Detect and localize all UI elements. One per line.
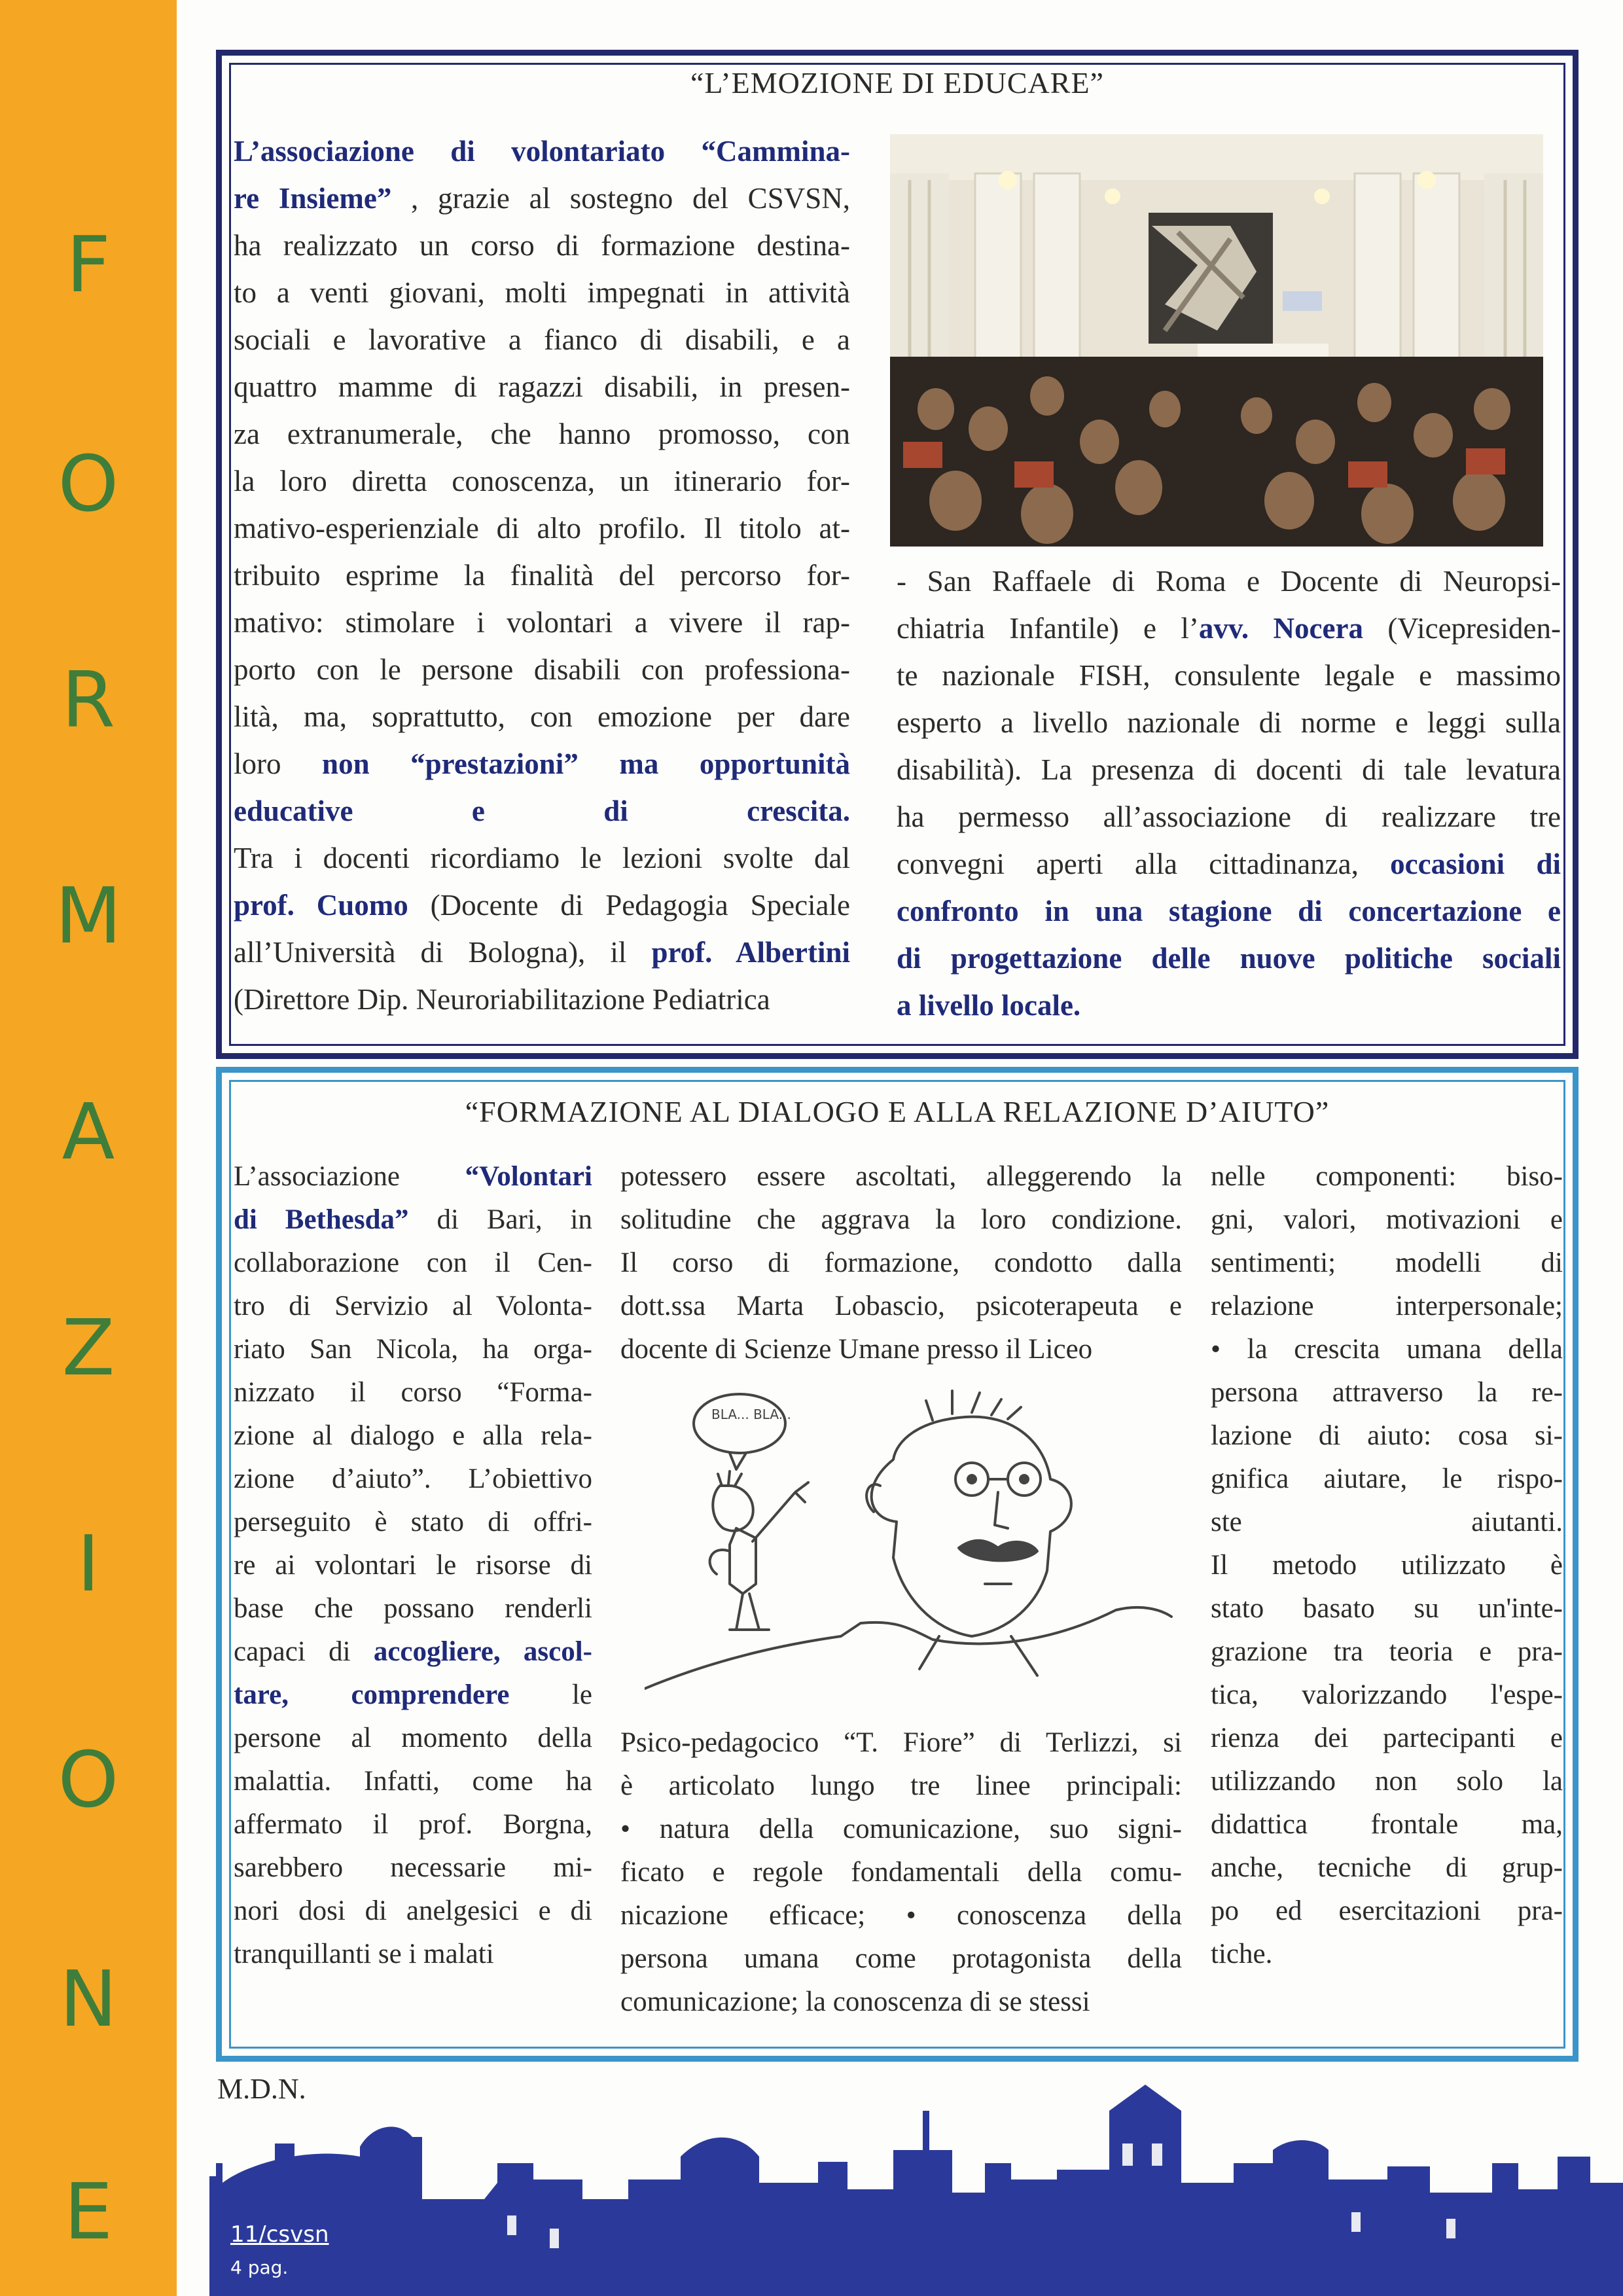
sidebar-letter: Z xyxy=(62,1302,115,1393)
text: , grazie al sostegno del CSVSN, xyxy=(391,182,850,215)
bold-text: di Bethesda” xyxy=(234,1204,409,1235)
sidebar-letter: N xyxy=(59,1954,118,2044)
text-line xyxy=(234,1371,592,1414)
text-line xyxy=(234,599,850,646)
text: L’associazione xyxy=(234,1161,465,1192)
bold-text: a livello locale. xyxy=(897,989,1081,1022)
text: comunicazione; la conoscenza di se stessi xyxy=(620,1986,1090,2017)
text: stato basato su un'inte- xyxy=(1211,1593,1563,1624)
text: po ed esercitazioni pra- xyxy=(1211,1895,1563,1926)
text: affermato il prof. Borgna, xyxy=(234,1809,592,1840)
text-line xyxy=(1211,1933,1563,1976)
text-line xyxy=(620,1894,1182,1937)
speech-bubble-text: BLA... BLA... xyxy=(711,1407,791,1422)
text: tiche. xyxy=(1211,1939,1273,1969)
bold-text: educative e di crescita. xyxy=(234,795,850,827)
text: ha permesso all’associazione di realizzare tre xyxy=(897,800,1561,833)
city-skyline xyxy=(209,2085,1623,2296)
text-line xyxy=(897,746,1561,793)
text-line xyxy=(1211,1587,1563,1630)
sidebar-letter: O xyxy=(58,439,119,529)
text-line xyxy=(234,1414,592,1458)
text: tranquillanti se i malati xyxy=(234,1939,494,1969)
text: tro di Servizio al Volonta- xyxy=(234,1291,592,1321)
text-line xyxy=(620,1765,1182,1808)
text-line xyxy=(234,1198,592,1242)
text: nizzato il corso “Forma- xyxy=(234,1377,592,1408)
text: te nazionale FISH, consulente legale e massimo xyxy=(897,659,1561,692)
text-line xyxy=(234,1890,592,1933)
text-line xyxy=(234,175,850,222)
article-2-column-2-top xyxy=(620,1155,1182,1371)
text: grazione tra teoria e pra- xyxy=(1211,1636,1563,1667)
text-line xyxy=(234,552,850,599)
text: convegni aperti alla cittadinanza, xyxy=(897,848,1391,880)
bold-text: L’associazione di volontariato “Cammina- xyxy=(234,135,850,168)
text-line xyxy=(234,505,850,552)
text: re ai volontari le risorse di xyxy=(234,1550,592,1581)
sidebar-letter: E xyxy=(63,2166,113,2257)
bold-text: di progettazione delle nuove politiche sociali xyxy=(897,942,1561,975)
text-line xyxy=(234,976,850,1023)
text-line xyxy=(1211,1371,1563,1414)
text: Tra i docenti ricordiamo le lezioni svolte dal xyxy=(234,842,850,874)
text-line xyxy=(234,316,850,363)
text: • la crescita umana della xyxy=(1211,1334,1563,1365)
text-line xyxy=(620,1981,1182,2024)
text-line xyxy=(234,1760,592,1803)
bold-text: avv. Nocera xyxy=(1198,612,1363,645)
text: porto con le persone disabili con professiona- xyxy=(234,653,850,686)
text-line xyxy=(620,1721,1182,1765)
text-line xyxy=(1211,1760,1563,1803)
text-line xyxy=(1211,1803,1563,1846)
text-line xyxy=(1211,1630,1563,1674)
text-line xyxy=(234,1285,592,1328)
text: persona attraverso la re- xyxy=(1211,1377,1563,1408)
text: la loro diretta conoscenza, un itinerario for- xyxy=(234,465,850,497)
text: base che possano renderli xyxy=(234,1593,592,1624)
text: • natura della comunicazione, suo signi- xyxy=(620,1814,1182,1844)
text: utilizzando non solo la xyxy=(1211,1766,1563,1797)
text-line xyxy=(234,363,850,410)
bold-text: occasioni di xyxy=(1390,848,1561,880)
text: potessero essere ascoltati, alleggerendo la xyxy=(620,1161,1182,1192)
bold-text: re Insieme” xyxy=(234,182,392,215)
text-line xyxy=(234,128,850,175)
text: loro xyxy=(234,747,323,780)
text: le xyxy=(509,1679,592,1710)
text-line xyxy=(234,740,850,787)
text-line xyxy=(1211,1717,1563,1760)
text: disabilità). La presenza di docenti di tale levatura xyxy=(897,753,1561,786)
sidebar-letter: R xyxy=(62,655,115,745)
text-line xyxy=(897,935,1561,982)
text: quattro mamme di ragazzi disabili, in presen- xyxy=(234,370,850,403)
text: zione al dialogo e alla rela- xyxy=(234,1420,592,1451)
text-line xyxy=(234,269,850,316)
text-line xyxy=(897,605,1561,652)
text: nicazione efficace; • conoscenza della xyxy=(620,1900,1182,1931)
text-line xyxy=(897,888,1561,935)
text: Il metodo utilizzato è xyxy=(1211,1550,1563,1581)
text: gni, valori, motivazioni e xyxy=(1211,1204,1563,1235)
text: ste aiutanti. xyxy=(1211,1507,1563,1537)
text: all’Università di Bologna), il xyxy=(234,936,652,969)
article-title-text: “FORMAZIONE AL DIALOGO E ALLA RELAZIONE D’AIUTO” xyxy=(465,1095,1330,1128)
text-line xyxy=(1211,1674,1563,1717)
text: persona umana come protagonista della xyxy=(620,1943,1182,1974)
text-line xyxy=(620,1198,1182,1242)
article-title-2 xyxy=(223,1094,1572,1129)
article-1-right-column xyxy=(897,558,1561,1029)
text-line xyxy=(1211,1414,1563,1458)
text: collaborazione con il Cen- xyxy=(234,1247,592,1278)
text-line xyxy=(897,840,1561,888)
text: rienza dei partecipanti e xyxy=(1211,1723,1563,1753)
text: sentimenti; modelli di xyxy=(1211,1247,1563,1278)
text-line xyxy=(234,787,850,834)
text: nori dosi di anelgesici e di xyxy=(234,1895,592,1926)
text: di Bari, in xyxy=(408,1204,592,1235)
text-line xyxy=(234,457,850,505)
text-line xyxy=(897,558,1561,605)
text: tica, valorizzando l'espe- xyxy=(1211,1679,1563,1710)
text-line xyxy=(234,929,850,976)
text-line xyxy=(234,1328,592,1371)
text: mativo: stimolare i volontari a vivere il rap- xyxy=(234,606,850,639)
text: chiatria Infantile) e l’ xyxy=(897,612,1199,645)
text-line xyxy=(1211,1890,1563,1933)
sidebar-letter: I xyxy=(77,1518,100,1609)
text-line xyxy=(1211,1198,1563,1242)
text: lità, ma, soprattutto, con emozione per dare xyxy=(234,700,850,733)
text: dott.ssa Marta Lobascio, psicoterapeuta e xyxy=(620,1291,1182,1321)
text: malattia. Infatti, come ha xyxy=(234,1766,592,1797)
conference-room-illustration xyxy=(890,134,1543,547)
article-title-1 xyxy=(223,65,1572,100)
article-2-column-2-bottom xyxy=(620,1721,1182,2024)
text: sociali e lavorative a fianco di disabili, e a xyxy=(234,323,850,356)
text-line xyxy=(897,982,1561,1029)
text: sarebbero necessarie mi- xyxy=(234,1852,592,1883)
text: Il corso di formazione, condotto dalla xyxy=(620,1247,1182,1278)
text: anche, tecniche di grup- xyxy=(1211,1852,1563,1883)
text: mativo-esperienziale di alto profilo. Il titolo at- xyxy=(234,512,850,545)
text-line xyxy=(234,1803,592,1846)
text-line xyxy=(620,1328,1182,1371)
text: (Vicepresiden- xyxy=(1363,612,1561,645)
text: perseguito è stato di offri- xyxy=(234,1507,592,1537)
text: - San Raffaele di Roma e Docente di Neuropsi- xyxy=(897,565,1561,598)
text: za extranumerale, che hanno promosso, con xyxy=(234,418,850,450)
text-line xyxy=(1211,1155,1563,1198)
text-line xyxy=(234,1630,592,1674)
text: ficato e regole fondamentali della comu- xyxy=(620,1857,1182,1888)
text-line xyxy=(897,699,1561,746)
text: tribuito esprime la finalità del percorso for- xyxy=(234,559,850,592)
article-2-column-3 xyxy=(1211,1155,1563,1976)
text: to a venti giovani, molti impegnati in attività xyxy=(234,276,850,309)
text: ha realizzato un corso di formazione destina- xyxy=(234,229,850,262)
text-line xyxy=(234,834,850,882)
text-line xyxy=(897,652,1561,699)
text: relazione interpersonale; xyxy=(1211,1291,1563,1321)
conference-photo xyxy=(890,134,1543,547)
text-line xyxy=(234,222,850,269)
text-line xyxy=(620,1851,1182,1894)
text: capaci di xyxy=(234,1636,374,1667)
text: esperto a livello nazionale di norme e leggi sulla xyxy=(897,706,1561,739)
bold-text: “Volontari xyxy=(465,1161,592,1192)
text: didattica frontale ma, xyxy=(1211,1809,1563,1840)
bold-text: prof. Albertini xyxy=(651,936,850,969)
text: lazione di aiuto: cosa si- xyxy=(1211,1420,1563,1451)
text: nelle componenti: biso- xyxy=(1211,1161,1563,1192)
bold-text: non “prestazioni” ma opportunità xyxy=(322,747,850,780)
text-line xyxy=(1211,1242,1563,1285)
text: Psico-pedagocico “T. Fiore” di Terlizzi, si xyxy=(620,1727,1182,1758)
bold-text: accogliere, ascol- xyxy=(373,1636,592,1667)
text-line xyxy=(1211,1544,1563,1587)
text-line xyxy=(1211,1458,1563,1501)
sidebar-letter: A xyxy=(62,1086,115,1177)
article-2-column-1 xyxy=(234,1155,592,1976)
text-line xyxy=(234,1717,592,1760)
text-line xyxy=(234,693,850,740)
bold-text: tare, comprendere xyxy=(234,1679,510,1710)
text-line xyxy=(234,1933,592,1976)
bold-text: prof. Cuomo xyxy=(234,889,408,922)
text-line xyxy=(620,1242,1182,1285)
article-title-text: “L’EMOZIONE DI EDUCARE” xyxy=(690,66,1104,99)
text-line xyxy=(234,1242,592,1285)
sidebar-letter: F xyxy=(66,219,111,310)
text: riato San Nicola, ha orga- xyxy=(234,1334,592,1365)
text: solitudine che aggrava la loro condizione. xyxy=(620,1204,1182,1235)
bold-text: confronto in una stagione di concertazione e xyxy=(897,895,1561,927)
text: persone al momento della xyxy=(234,1723,592,1753)
text-line xyxy=(897,793,1561,840)
text-line xyxy=(620,1285,1182,1328)
text-line xyxy=(234,1587,592,1630)
child-drawing xyxy=(645,1388,1175,1715)
text-line xyxy=(1211,1328,1563,1371)
text-line xyxy=(234,1674,592,1717)
sidebar-letter: O xyxy=(58,1734,119,1825)
author-initials: M.D.N. xyxy=(217,2073,306,2105)
article-1-left-column xyxy=(234,128,850,1023)
text: (Docente di Pedagogia Speciale xyxy=(408,889,851,922)
text: gnifica aiutare, le rispo- xyxy=(1211,1463,1563,1494)
text: (Direttore Dip. Neuroriabilitazione Pediatrica xyxy=(234,983,770,1016)
text-line xyxy=(234,646,850,693)
text-line xyxy=(234,1501,592,1544)
text: è articolato lungo tre linee principali: xyxy=(620,1770,1182,1801)
child-drawing-illustration xyxy=(645,1388,1175,1715)
page-subtitle: 4 pag. xyxy=(230,2257,289,2278)
text-line xyxy=(620,1937,1182,1981)
text-line xyxy=(234,410,850,457)
page-number: 11/csvsn xyxy=(230,2221,329,2248)
sidebar-letter: M xyxy=(55,870,122,961)
text-line xyxy=(620,1155,1182,1198)
text-line xyxy=(1211,1285,1563,1328)
text-line xyxy=(234,1846,592,1890)
text-line xyxy=(620,1808,1182,1851)
text-line xyxy=(234,882,850,929)
text-line xyxy=(234,1544,592,1587)
text: zione d’aiuto”. L’obiettivo xyxy=(234,1463,592,1494)
sidebar-divider xyxy=(177,0,186,2296)
text-line xyxy=(234,1155,592,1198)
text: docente di Scienze Umane presso il Liceo xyxy=(620,1334,1093,1365)
text-line xyxy=(1211,1501,1563,1544)
text-line xyxy=(1211,1846,1563,1890)
text-line xyxy=(234,1458,592,1501)
